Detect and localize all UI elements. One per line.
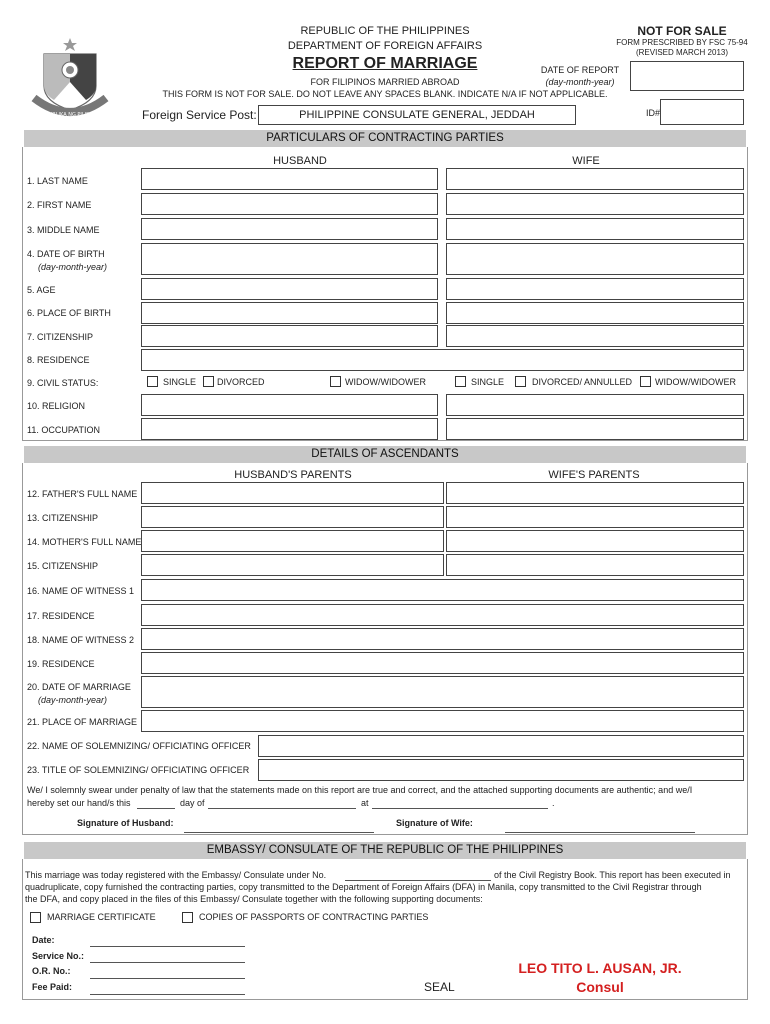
wife-citizenship-field[interactable] [446,325,744,347]
oath-line-2b: day of [180,798,205,808]
id-field[interactable] [660,99,744,125]
husband-last-name-field[interactable] [141,168,438,190]
revised-label: (REVISED MARCH 2013) [635,48,729,57]
date-field[interactable] [90,946,245,947]
husband-mother-name-field[interactable] [141,530,444,552]
seal-text: REPUBLIKA NG PILIPINAS [39,112,101,118]
witness-2-residence-field[interactable] [141,652,744,674]
registration-text-c: quadruplicate, copy furnished the contracting parties, copy transmitted to the Department of Foreign Affairs (DFA) in Manila, copy transmitted to the Civil Registrar through [25,882,702,892]
foreign-service-post-field[interactable]: PHILIPPINE CONSULATE GENERAL, JEDDAH [258,105,576,125]
residence-field[interactable] [141,349,744,371]
or-no-label: O.R. No.: [32,966,71,976]
passports-label: COPIES OF PASSPORTS OF CONTRACTING PARTIES [199,912,429,922]
oath-month-field[interactable] [208,808,356,809]
father-citizenship-label: 13. CITIZENSHIP [27,513,99,523]
mothers-name-label: 14. MOTHER'S FULL NAME [27,537,142,547]
husband-citizenship-field[interactable] [141,325,438,347]
wife-date-of-birth-field[interactable] [446,243,744,275]
date-of-birth-format: (day-month-year) [38,262,108,272]
oath-line-1: We/ I solemnly swear under penalty of law that the statements made on this report are true and correct, and the attached supporting documents are authentic; and we/I [27,785,693,795]
signature-wife-field[interactable] [505,832,695,833]
place-of-marriage-label: 21. PLACE OF MARRIAGE [27,717,138,727]
wife-heading: WIFE [572,155,600,167]
officer-title-field[interactable] [258,759,744,781]
foreign-service-post-label: Foreign Service Post: [142,108,257,122]
first-name-label: 2. FIRST NAME [27,200,92,210]
wife-divorced-checkbox[interactable] [515,376,526,387]
header-subtitle: FOR FILIPINOS MARRIED ABROAD [310,77,460,87]
registration-text-a: This marriage was today registered with the Embassy/ Consulate under No. [25,870,327,880]
husband-widow-label: WIDOW/WIDOWER [345,377,426,387]
oath-place-field[interactable] [372,808,548,809]
husband-occupation-field[interactable] [141,418,438,440]
date-of-birth-label: 4. DATE OF BIRTH [27,249,105,259]
passports-checkbox[interactable] [182,912,193,923]
date-of-marriage-label: 20. DATE OF MARRIAGE [27,682,131,692]
officer-name-field[interactable] [258,735,744,757]
residence-label: 8. RESIDENCE [27,355,90,365]
husband-father-citizenship-field[interactable] [141,506,444,528]
service-no-field[interactable] [90,962,245,963]
wife-first-name-field[interactable] [446,193,744,215]
id-label: ID# [646,108,661,118]
fee-paid-label: Fee Paid: [32,982,73,992]
date-of-report-label: DATE OF REPORT [540,65,620,75]
service-no-label: Service No.: [32,951,85,961]
husband-middle-name-field[interactable] [141,218,438,240]
wife-widow-checkbox[interactable] [640,376,651,387]
header-department: DEPARTMENT OF FOREIGN AFFAIRS [287,40,483,52]
registry-number-field[interactable] [345,880,491,881]
philippine-seal-icon [26,34,114,120]
middle-name-label: 3. MIDDLE NAME [27,225,100,235]
age-label: 5. AGE [27,285,56,295]
oath-day-field[interactable] [137,808,175,809]
wife-single-label: SINGLE [471,377,505,387]
page-title: REPORT OF MARRIAGE [292,55,478,72]
last-name-label: 1. LAST NAME [27,176,88,186]
place-of-marriage-field[interactable] [141,710,744,732]
consul-name: LEO TITO L. AUSAN, JR. [518,960,682,976]
wife-religion-field[interactable] [446,394,744,416]
civil-status-label: 9. CIVIL STATUS: [27,378,99,388]
husband-mother-citizenship-field[interactable] [141,554,444,576]
witness-1-field[interactable] [141,579,744,601]
religion-label: 10. RELIGION [27,401,86,411]
date-of-report-field[interactable] [630,61,744,91]
occupation-label: 11. OCCUPATION [27,425,101,435]
wife-mother-name-field[interactable] [446,530,744,552]
wife-age-field[interactable] [446,278,744,300]
witness-1-residence-field[interactable] [141,604,744,626]
officer-name-label: 22. NAME OF SOLEMNIZING/ OFFICIATING OFFICER [27,741,251,751]
wife-father-citizenship-field[interactable] [446,506,744,528]
husband-divorced-checkbox[interactable] [203,376,214,387]
husband-age-field[interactable] [141,278,438,300]
embassy-band: EMBASSY/ CONSULATE OF THE REPUBLIC OF THE PHILIPPINES [24,842,746,859]
citizenship-label: 7. CITIZENSHIP [27,332,94,342]
husband-divorced-label: DIVORCED [217,377,265,387]
signature-wife-label: Signature of Wife: [396,818,473,828]
date-of-marriage-format: (day-month-year) [38,695,108,705]
wife-widow-label: WIDOW/WIDOWER [655,377,736,387]
or-no-field[interactable] [90,978,245,979]
particulars-band: PARTICULARS OF CONTRACTING PARTIES [24,130,746,147]
wife-father-name-field[interactable] [446,482,744,504]
fathers-name-label: 12. FATHER'S FULL NAME [27,489,138,499]
oath-line-2c: at [361,798,369,808]
seal-label: SEAL [424,980,455,994]
husband-single-label: SINGLE [163,377,197,387]
registration-text-b: of the Civil Registry Book. This report has been executed in [494,870,731,880]
witness-2-residence-label: 19. RESIDENCE [27,659,95,669]
husband-first-name-field[interactable] [141,193,438,215]
oath-line-2d: . [552,798,555,808]
consul-title: Consul [576,979,624,995]
wife-divorced-label: DIVORCED/ ANNULLED [532,377,633,387]
oath-line-2a: hereby set our hand/s this [27,798,131,808]
date-of-marriage-field[interactable] [141,676,744,708]
place-of-birth-label: 6. PLACE OF BIRTH [27,308,111,318]
husband-single-checkbox[interactable] [147,376,158,387]
signature-husband-field[interactable] [184,832,374,833]
wife-last-name-field[interactable] [446,168,744,190]
mother-citizenship-label: 15. CITIZENSHIP [27,561,99,571]
wife-place-of-birth-field[interactable] [446,302,744,324]
witness-1-residence-label: 17. RESIDENCE [27,611,95,621]
date-of-report-format: (day-month-year) [545,77,615,87]
husband-religion-field[interactable] [141,394,438,416]
date-label: Date: [32,935,55,945]
marriage-certificate-checkbox[interactable] [30,912,41,923]
wife-occupation-field[interactable] [446,418,744,440]
husband-place-of-birth-field[interactable] [141,302,438,324]
husband-father-name-field[interactable] [141,482,444,504]
witness-1-label: 16. NAME OF WITNESS 1 [27,586,135,596]
marriage-certificate-label: MARRIAGE CERTIFICATE [47,912,156,922]
header-republic: REPUBLIC OF THE PHILIPPINES [300,25,470,37]
witness-2-label: 18. NAME OF WITNESS 2 [27,635,135,645]
registration-text-d: the DFA, and copy placed in the files of this Embassy/ Consulate together with the following supporting documents: [25,894,483,904]
wife-middle-name-field[interactable] [446,218,744,240]
wife-parents-heading: WIFE'S PARENTS [548,469,640,481]
husband-heading: HUSBAND [273,155,327,167]
signature-husband-label: Signature of Husband: [77,818,174,828]
officer-title-label: 23. TITLE OF SOLEMNIZING/ OFFICIATING OFFICER [27,765,250,775]
header-notice: THIS FORM IS NOT FOR SALE. DO NOT LEAVE ANY SPACES BLANK. INDICATE N/A IF NOT APPLICABLE. [162,89,608,99]
husband-widow-checkbox[interactable] [330,376,341,387]
ascendants-band: DETAILS OF ASCENDANTS [24,446,746,463]
not-for-sale-label: NOT FOR SALE [637,24,727,38]
husband-parents-heading: HUSBAND'S PARENTS [234,469,352,481]
wife-mother-citizenship-field[interactable] [446,554,744,576]
wife-single-checkbox[interactable] [455,376,466,387]
husband-date-of-birth-field[interactable] [141,243,438,275]
witness-2-field[interactable] [141,628,744,650]
fee-paid-field[interactable] [90,994,245,995]
form-prescribed-label: FORM PRESCRIBED BY FSC 75-94 [616,38,748,47]
